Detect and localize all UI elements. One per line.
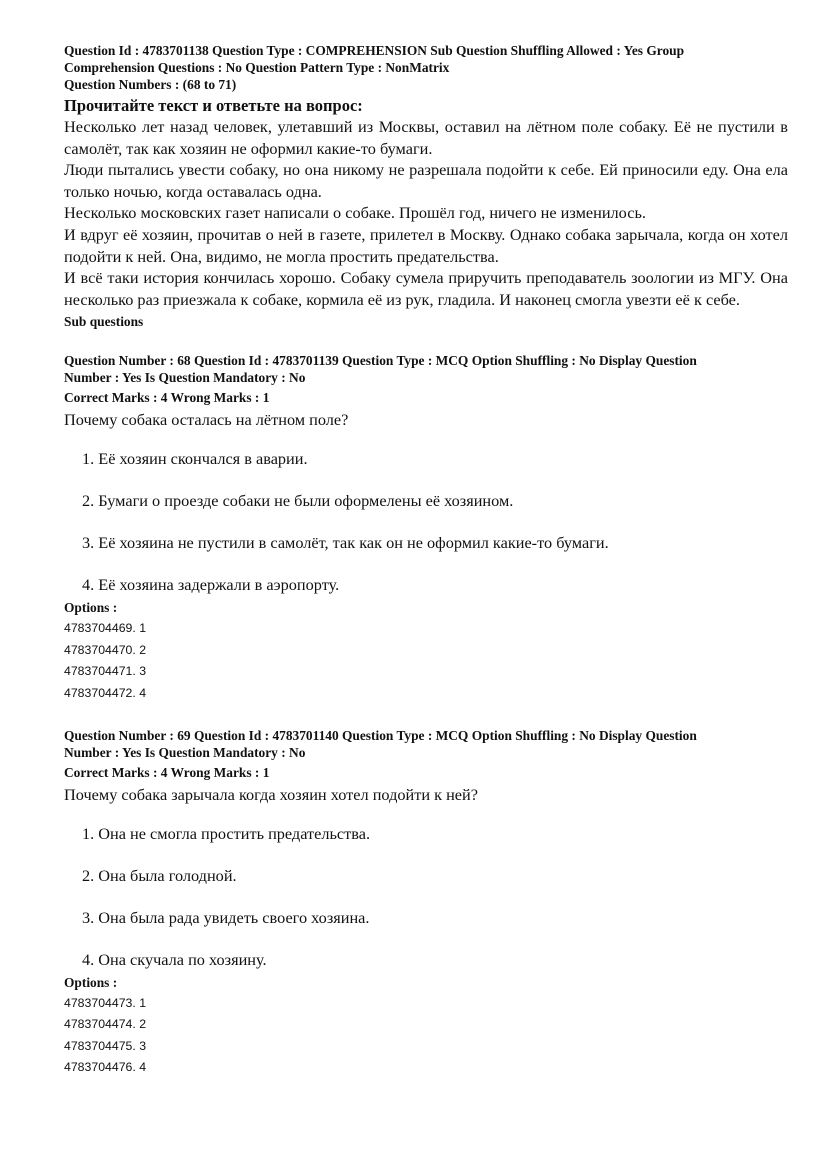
comprehension-passage (64, 116, 788, 310)
question-marks: Correct Marks : 4 Wrong Marks : 1 (64, 764, 270, 780)
answer-choice-3: 3. Она была рада увидеть своего хозяина. (82, 907, 370, 927)
question-meta-line-1: Question Number : 69 Question Id : 4783701140 Question Type : MCQ Option Shuffling : No Display Question (64, 727, 697, 743)
question-numbers: Question Numbers : (68 to 71) (64, 77, 237, 92)
options-label: Options : (64, 600, 118, 616)
group-header-line-1: Question Id : 4783701138 Question Type : COMPREHENSION Sub Question Shuffling Allowed : Yes Group (64, 43, 685, 58)
passage-paragraph: Люди пытались увести собаку, но она никому не разрешала подойти к себе. Ей приносили еду. Она ела только ночью, когда оставалась одна. (64, 160, 788, 201)
option-id: 4783704470. 2 (64, 642, 147, 657)
passage-paragraph: И всё таки история кончилась хорошо. Собаку сумела приручить преподаватель зоологии из МГУ. Она несколько раз приезжала к собаке, кормила её из рук, гладила. И наконец смогла увезти её к себе. (64, 268, 788, 309)
document-page (64, 42, 788, 1075)
option-id: 4783704469. 1 (64, 621, 147, 636)
question-meta-line-2: Number : Yes Is Question Mandatory : No (64, 744, 306, 760)
question-meta-line-2: Number : Yes Is Question Mandatory : No (64, 370, 306, 386)
option-id: 4783704475. 3 (64, 1038, 147, 1053)
option-id: 4783704476. 4 (64, 1060, 147, 1075)
passage-paragraph: Несколько московских газет написали о собаке. Прошёл год, ничего не изменилось. (64, 203, 646, 223)
passage-paragraph: Несколько лет назад человек, улетавший из Москвы, оставил на лётном поле собаку. Её не пустили в самолёт, так как хозяин не оформил какие-то бумаги. (64, 117, 788, 158)
option-id: 4783704474. 2 (64, 1017, 147, 1032)
question-text: Почему собака осталась на лётном поле? (64, 410, 349, 430)
answer-choice-2: 2. Она была голодной. (82, 865, 237, 885)
answer-choice-1: 1. Она не смогла простить предательства. (82, 823, 371, 843)
answer-choice-3: 3. Её хозяина не пустили в самолёт, так как он не оформил какие-то бумаги. (82, 533, 609, 553)
question-meta-line-1: Question Number : 68 Question Id : 4783701139 Question Type : MCQ Option Shuffling : No Display Question (64, 353, 697, 369)
question-block-68 (64, 352, 788, 701)
answer-choice-4: 4. Её хозяина задержали в аэропорту. (82, 575, 340, 595)
option-id: 4783704472. 4 (64, 685, 147, 700)
sub-questions-label: Sub questions (64, 314, 144, 330)
option-id: 4783704473. 1 (64, 995, 147, 1010)
group-header-line-2: Comprehension Questions : No Question Pattern Type : NonMatrix (64, 60, 450, 75)
passage-paragraph: И вдруг её хозяин, прочитав о ней в газете, прилетел в Москву. Однако собака зарычала, когда он хотел подойти к ней. Она, видимо, не могла простить предательства. (64, 224, 788, 266)
question-marks: Correct Marks : 4 Wrong Marks : 1 (64, 390, 270, 406)
question-block-69 (64, 727, 788, 1076)
instruction-heading: Прочитайте текст и ответьте на вопрос: (64, 96, 363, 115)
options-label: Options : (64, 974, 118, 990)
question-text: Почему собака зарычала когда хозяин хотел подойти к ней? (64, 784, 478, 804)
answer-choice-4: 4. Она скучала по хозяину. (82, 949, 267, 969)
answer-choice-1: 1. Её хозяин скончался в аварии. (82, 449, 308, 469)
answer-choice-2: 2. Бумаги о проезде собаки не были оформелены её хозяином. (82, 491, 514, 511)
option-id: 4783704471. 3 (64, 664, 147, 679)
